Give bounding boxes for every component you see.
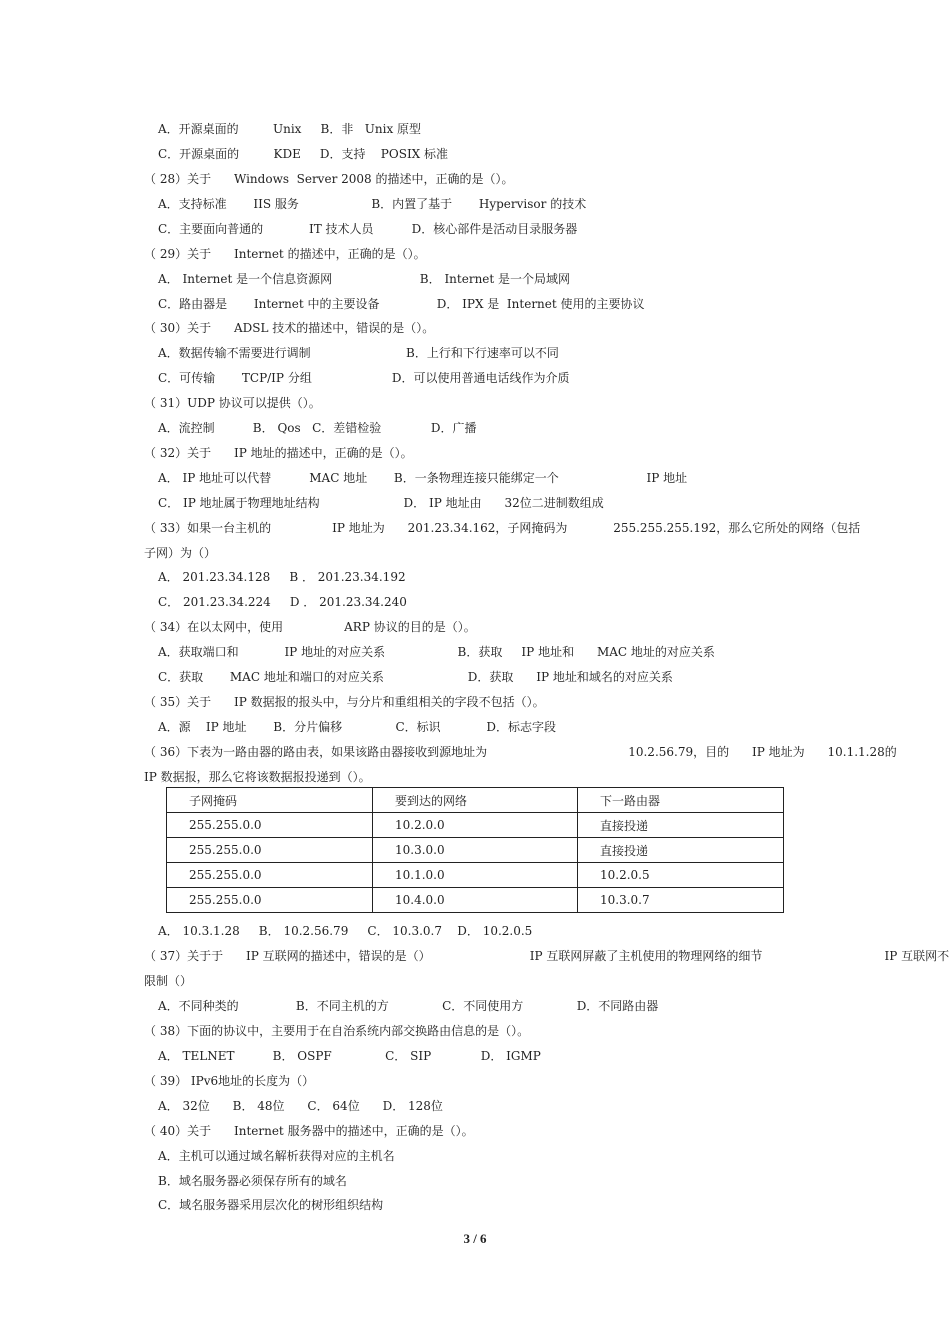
- question-34: （ 34）在以太网中，使用 ARP 协议的目的是（）。: [144, 620, 476, 634]
- text-line: A．源 IP 地址 B．分片偏移 C．标识 D．标志字段: [158, 720, 557, 734]
- text-line: A．数据传输不需要进行调制 B．上行和下行速率可以不同: [158, 346, 559, 360]
- text-line: C． 201.23.34.224 D ． 201.23.34.240: [158, 595, 407, 609]
- question-33: （ 33）如果一台主机的 IP 地址为 201.23.34.162，子网掩码为 255.255.255.192，那么它所处的网络（包括: [144, 521, 861, 535]
- question-39: （ 39） IPv6地址的长度为（）: [144, 1074, 315, 1088]
- routing-table: [166, 787, 784, 913]
- question-29: （ 29）关于 Internet 的描述中，正确的是（）。: [144, 247, 426, 261]
- text-line: A． TELNET B． OSPF C． SIP D． IGMP: [158, 1049, 541, 1063]
- question-32: （ 32）关于 IP 地址的描述中，正确的是（）。: [144, 446, 413, 460]
- text-line: A． 32位 B． 48位 C． 64位 D． 128位: [158, 1099, 443, 1113]
- table-header-cell: 要到达的网络: [373, 788, 578, 813]
- text-line: A．不同种类的 B．不同主机的方 C．不同使用方 D．不同路由器: [158, 999, 659, 1013]
- text-line: C． IP 地址属于物理地址结构 D． IP 地址由 32位二进制数组成: [158, 496, 604, 510]
- table-row: [167, 863, 784, 888]
- text-line: A． Internet 是一个信息资源网 B． Internet 是一个局域网: [158, 272, 571, 286]
- question-35: （ 35）关于 IP 数据报的报头中，与分片和重组相关的字段不包括（）。: [144, 695, 545, 709]
- table-cell: 255.255.0.0: [167, 888, 373, 913]
- text-line: A． IP 地址可以代替 MAC 地址 B．一条物理连接只能绑定一个 IP 地址: [158, 471, 688, 485]
- table-row: [167, 888, 784, 913]
- table-cell: 10.3.0.0: [373, 838, 578, 863]
- table-row: [167, 838, 784, 863]
- question-31: （ 31）UDP 协议可以提供（）。: [144, 396, 321, 410]
- text-line: C．开源桌面的 KDE D．支持 POSIX 标准: [158, 147, 449, 161]
- text-line: A．支持标准 IIS 服务 B．内置了基于 Hypervisor 的技术: [158, 197, 587, 211]
- text-line: A．主机可以通过域名解析获得对应的主机名: [158, 1149, 395, 1163]
- table-header-row: [167, 788, 784, 813]
- text-line: A．流控制 B． Qos C．差错检验 D．广播: [158, 421, 477, 435]
- text-line: C．获取 MAC 地址和端口的对应关系 D．获取 IP 地址和域名的对应关系: [158, 670, 673, 684]
- text-line: 限制（）: [144, 974, 193, 988]
- text-line: A． 201.23.34.128 B ． 201.23.34.192: [158, 570, 406, 584]
- text-line: C．主要面向普通的 IT 技术人员 D．核心部件是活动目录服务器: [158, 222, 578, 236]
- page-number: 3 / 6: [463, 1231, 487, 1246]
- table-cell: 直接投递: [578, 813, 784, 838]
- text-line: C．域名服务器采用层次化的树形组织结构: [158, 1198, 384, 1212]
- table-cell: 10.2.0.0: [373, 813, 578, 838]
- text-line: C．可传输 TCP/IP 分组 D．可以使用普通电话线作为介质: [158, 371, 570, 385]
- text-line: IP 数据报，那么它将该数据报投递到（）。: [144, 770, 371, 784]
- table-row: [167, 813, 784, 838]
- table-header-cell: 子网掩码: [167, 788, 373, 813]
- question-37: （ 37）关于于 IP 互联网的描述中，错误的是（） IP 互联网屏蔽了主机使用的物理网络的细节 IP 互联网不: [144, 949, 950, 963]
- table-cell: 10.2.0.5: [578, 863, 784, 888]
- question-38: （ 38）下面的协议中，主要用于在自治系统内部交换路由信息的是（）。: [144, 1024, 530, 1038]
- text-line: B．域名服务器必须保存所有的域名: [158, 1174, 347, 1188]
- table-cell: 255.255.0.0: [167, 863, 373, 888]
- table-cell: 10.4.0.0: [373, 888, 578, 913]
- question-28: （ 28）关于 Windows Server 2008 的描述中，正确的是（）。: [144, 172, 514, 186]
- table-header-cell: 下一路由器: [578, 788, 784, 813]
- text-line: C．路由器是 Internet 中的主要设备 D． IPX 是 Internet 使用的主要协议: [158, 297, 645, 311]
- text-line: A．获取端口和 IP 地址的对应关系 B．获取 IP 地址和 MAC 地址的对应关系: [158, 645, 715, 659]
- text-line: A．开源桌面的 Unix B．非 Unix 原型: [158, 122, 422, 136]
- question-40: （ 40）关于 Internet 服务器中的描述中，正确的是（）。: [144, 1124, 474, 1138]
- text-line: A． 10.3.1.28 B． 10.2.56.79 C． 10.3.0.7 D． 10.2.0.5: [158, 924, 533, 938]
- table-cell: 直接投递: [578, 838, 784, 863]
- text-line: 子网）为（）: [144, 546, 217, 560]
- table-cell: 10.3.0.7: [578, 888, 784, 913]
- table-cell: 10.1.0.0: [373, 863, 578, 888]
- table-cell: 255.255.0.0: [167, 838, 373, 863]
- question-30: （ 30）关于 ADSL 技术的描述中，错误的是（）。: [144, 321, 435, 335]
- table-cell: 255.255.0.0: [167, 813, 373, 838]
- question-36: （ 36）下表为一路由器的路由表，如果该路由器接收到源地址为 10.2.56.79，目的 IP 地址为 10.1.1.28的: [144, 745, 897, 759]
